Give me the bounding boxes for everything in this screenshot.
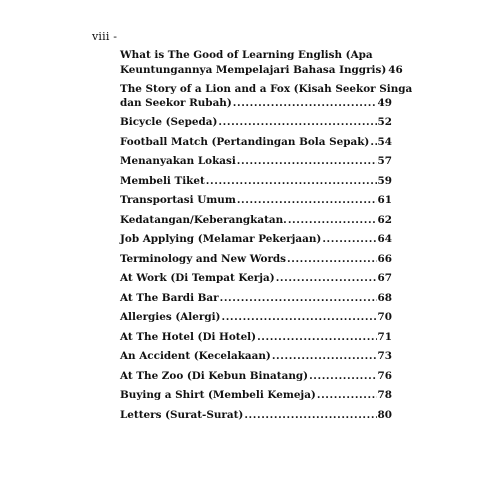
- toc-entry[interactable]: [120, 115, 392, 130]
- toc-entry-title: Job Applying (Melamar Pekerjaan): [120, 233, 322, 245]
- dot-leader: [237, 154, 377, 169]
- dot-leader: [322, 232, 376, 247]
- toc-entry[interactable]: [120, 82, 413, 111]
- toc-entry-title: Menanyakan Lokasi: [120, 155, 236, 167]
- toc-entry-title: Kedatangan/Keberangkatan.: [120, 213, 287, 226]
- toc-entry[interactable]: [120, 271, 392, 286]
- toc-entry[interactable]: [120, 154, 392, 169]
- toc-page-number: 73: [377, 350, 392, 362]
- toc-entry-title-line: What is The Good of Learning English (Apa: [120, 49, 373, 61]
- toc-page-number: 46: [388, 63, 403, 76]
- toc-entry-title: At Work (Di Tempat Kerja): [120, 272, 275, 284]
- toc-page-number: 61: [377, 194, 392, 206]
- toc-entry-title: At The Bardi Bar: [120, 291, 219, 304]
- dot-leader: [233, 96, 377, 111]
- toc-entry[interactable]: [120, 310, 392, 325]
- dot-leader: [272, 349, 377, 364]
- toc-entry-title: Transportasi Umum: [120, 194, 236, 206]
- toc-page-number: 52: [377, 116, 392, 128]
- toc-page-number: 76: [377, 369, 392, 382]
- toc-entry[interactable]: [120, 349, 392, 364]
- toc-entry[interactable]: [120, 232, 392, 247]
- toc-entry-title: Keuntungannya Mempelajari Bahasa Inggris): [120, 63, 387, 76]
- toc-entry[interactable]: [120, 135, 392, 150]
- toc-entry-title: dan Seekor Rubah): [120, 97, 232, 109]
- toc-page-number: 67: [377, 272, 392, 284]
- table-of-contents: [120, 48, 413, 427]
- dot-leader: [244, 408, 376, 423]
- dot-leader: [218, 115, 376, 130]
- toc-entry-title: Buying a Shirt (Membeli Kemeja): [120, 389, 316, 401]
- toc-page-number: 54: [377, 135, 392, 148]
- toc-entry-title: Football Match (Pertandingan Bola Sepak): [120, 135, 370, 148]
- toc-page-number: 70: [377, 311, 392, 323]
- toc-entry-title: Terminology and New Words: [120, 252, 287, 265]
- toc-page-number: 59: [377, 174, 392, 187]
- toc-entry-title: An Accident (Kecelakaan): [120, 350, 271, 362]
- toc-entry-title: At The Zoo (Di Kebun Binatang): [120, 369, 309, 382]
- toc-page-number: 66: [377, 252, 392, 265]
- toc-entry[interactable]: [120, 48, 403, 77]
- toc-entry[interactable]: [120, 408, 392, 423]
- toc-entry-title: At The Hotel (Di Hotel): [120, 330, 257, 343]
- toc-page-number: 62: [377, 213, 392, 226]
- page-number: viii -: [92, 30, 118, 43]
- toc-entry[interactable]: [120, 388, 392, 403]
- toc-page-number: 78: [377, 389, 392, 401]
- toc-entry-title-line: The Story of a Lion and a Fox (Kisah Seekor Singa: [120, 82, 413, 95]
- toc-entry[interactable]: [120, 193, 392, 208]
- toc-entry-title: Bicycle (Sepeda): [120, 116, 218, 128]
- toc-page-number: 71: [377, 330, 392, 343]
- dot-leader: [276, 271, 377, 286]
- dot-leader: [370, 135, 376, 150]
- toc-page-number: 64: [377, 233, 392, 245]
- toc-entry-title: Letters (Surat-Surat): [120, 408, 244, 421]
- toc-page-number: 68: [377, 291, 392, 304]
- toc-entry[interactable]: [120, 213, 392, 228]
- toc-page-number: 57: [377, 155, 392, 167]
- toc-entry-title: Membeli Tiket: [120, 174, 205, 187]
- dot-leader: [287, 252, 377, 267]
- dot-leader: [206, 174, 377, 189]
- toc-entry[interactable]: [120, 330, 392, 345]
- toc-entry[interactable]: [120, 291, 392, 306]
- toc-entry[interactable]: [120, 369, 392, 384]
- toc-entry-title: Allergies (Alergi): [120, 311, 221, 323]
- toc-page-number: 49: [377, 97, 392, 109]
- dot-leader: [220, 291, 377, 306]
- dot-leader: [237, 193, 377, 208]
- toc-entry[interactable]: [120, 252, 392, 267]
- dot-leader: [309, 369, 376, 384]
- dot-leader: [221, 310, 376, 325]
- dot-leader: [317, 388, 377, 403]
- dot-leader: [288, 213, 377, 228]
- dot-leader: [257, 330, 376, 345]
- toc-page-number: 80: [377, 408, 392, 421]
- toc-entry[interactable]: [120, 174, 392, 189]
